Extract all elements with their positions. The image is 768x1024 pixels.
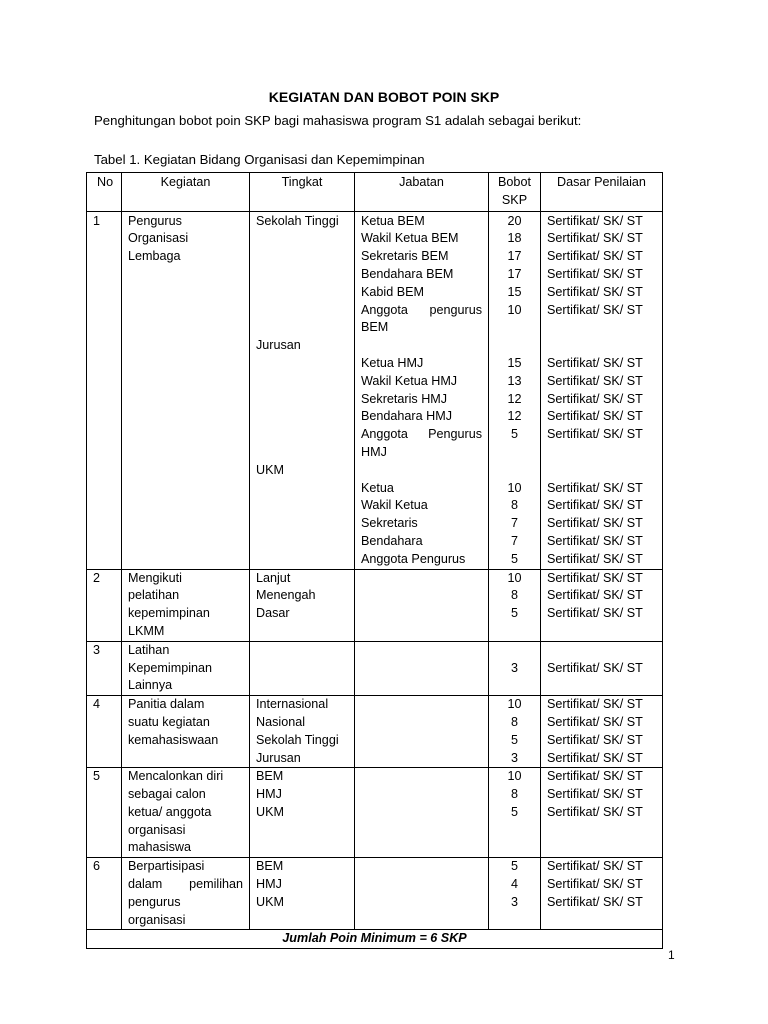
kegiatan-line: Kepemimpinan <box>128 660 213 675</box>
jabatan-line-wrapped: Anggota Pengurus <box>361 427 482 442</box>
bobot-value: 8 <box>510 714 518 729</box>
cell-dasar <box>541 211 663 569</box>
bobot-value: 3 <box>510 660 518 675</box>
tingkat-line: Menengah <box>256 588 316 603</box>
table-row <box>87 768 663 858</box>
tingkat-line: Jurusan <box>256 750 301 765</box>
cell-kegiatan <box>122 696 250 768</box>
bobot-value: 5 <box>510 804 518 819</box>
kegiatan-line: kemahasiswaan <box>128 732 219 747</box>
table-row <box>87 641 663 695</box>
kegiatan-line: Lembaga <box>128 249 181 264</box>
bobot-value: 17 <box>507 266 522 281</box>
dasar-value: Sertifikat/ SK/ ST <box>547 606 643 621</box>
kegiatan-line: Latihan <box>128 642 170 657</box>
bobot-value: 15 <box>507 355 522 370</box>
tingkat-line: Lanjut <box>256 570 291 585</box>
dasar-value: Sertifikat/ SK/ ST <box>547 787 643 802</box>
cell-bobot <box>489 641 541 695</box>
table-header-row <box>87 173 663 212</box>
bobot-value: 10 <box>507 480 522 495</box>
bobot-value: 5 <box>510 606 518 621</box>
table-row <box>87 211 663 569</box>
jabatan-line: Wakil Ketua HMJ <box>361 373 458 388</box>
cell-no: 5 <box>87 768 122 858</box>
cell-kegiatan <box>122 211 250 569</box>
bobot-value: 5 <box>510 427 518 442</box>
dasar-value: Sertifikat/ SK/ ST <box>547 284 643 299</box>
tingkat-line: HMJ <box>256 877 282 892</box>
jabatan-line: Bendahara HMJ <box>361 409 453 424</box>
jabatan-line: Ketua BEM <box>361 213 425 228</box>
kegiatan-line: kepemimpinan <box>128 606 210 621</box>
table-row <box>87 858 663 930</box>
kegiatan-line: organisasi <box>128 822 186 837</box>
bobot-value: 10 <box>507 769 522 784</box>
tingkat-line: Sekolah Tinggi <box>256 732 339 747</box>
header-dasar: Dasar Penilaian <box>541 173 663 212</box>
dasar-value: Sertifikat/ SK/ ST <box>547 391 643 406</box>
cell-bobot <box>489 211 541 569</box>
header-tingkat: Tingkat <box>250 173 355 212</box>
cell-dasar <box>541 641 663 695</box>
kegiatan-line: suatu kegiatan <box>128 714 210 729</box>
page-number: 1 <box>668 948 675 962</box>
bobot-value: 7 <box>510 533 518 548</box>
cell-no: 4 <box>87 696 122 768</box>
dasar-value: Sertifikat/ SK/ ST <box>547 714 643 729</box>
jabatan-line: Wakil Ketua BEM <box>361 231 459 246</box>
kegiatan-line: pengurus <box>128 894 181 909</box>
dasar-value: Sertifikat/ SK/ ST <box>547 373 643 388</box>
dasar-value: Sertifikat/ SK/ ST <box>547 249 643 264</box>
dasar-value: Sertifikat/ SK/ ST <box>547 769 643 784</box>
bobot-value: 5 <box>510 859 518 874</box>
cell-bobot <box>489 569 541 641</box>
dasar-value: Sertifikat/ SK/ ST <box>547 213 643 228</box>
cell-bobot <box>489 858 541 930</box>
jabatan-line: Sekretaris HMJ <box>361 391 448 406</box>
cell-bobot <box>489 768 541 858</box>
dasar-value: Sertifikat/ SK/ ST <box>547 355 643 370</box>
tingkat-line: UKM <box>256 462 284 477</box>
total-row <box>87 930 663 949</box>
bobot-value: 10 <box>507 302 522 317</box>
tingkat-line: BEM <box>256 769 284 784</box>
cell-bobot <box>489 696 541 768</box>
bobot-value: 15 <box>507 284 522 299</box>
cell-tingkat <box>250 858 355 930</box>
jabatan-line: Ketua <box>361 480 394 495</box>
tingkat-line: Jurusan <box>256 338 301 353</box>
dasar-value: Sertifikat/ SK/ ST <box>547 859 643 874</box>
cell-tingkat <box>250 696 355 768</box>
total-cell: Jumlah Poin Minimum = 6 SKP <box>87 930 663 949</box>
bobot-value: 20 <box>507 213 522 228</box>
bobot-value: 3 <box>510 750 518 765</box>
cell-jabatan <box>355 858 489 930</box>
dasar-value: Sertifikat/ SK/ ST <box>547 588 643 603</box>
jabatan-line: Wakil Ketua <box>361 498 428 513</box>
dasar-value: Sertifikat/ SK/ ST <box>547 427 643 442</box>
cell-no: 1 <box>87 211 122 569</box>
kegiatan-line: LKMM <box>128 623 165 638</box>
tingkat-line: Sekolah Tinggi <box>256 213 339 228</box>
dasar-value: Sertifikat/ SK/ ST <box>547 804 643 819</box>
tingkat-line: UKM <box>256 804 284 819</box>
cell-jabatan <box>355 696 489 768</box>
dasar-value: Sertifikat/ SK/ ST <box>547 516 643 531</box>
kegiatan-line: Organisasi <box>128 231 189 246</box>
tingkat-line: Dasar <box>256 606 290 621</box>
table-caption: Tabel 1. Kegiatan Bidang Organisasi dan Kepemimpinan <box>94 152 425 167</box>
cell-dasar <box>541 858 663 930</box>
dasar-value: Sertifikat/ SK/ ST <box>547 498 643 513</box>
jabatan-line: Bendahara <box>361 533 423 548</box>
bobot-value: 10 <box>507 697 522 712</box>
kegiatan-line: Pengurus <box>128 213 182 228</box>
bobot-value: 18 <box>507 231 522 246</box>
jabatan-line-wrapped: Anggota pengurus <box>361 302 482 317</box>
cell-jabatan <box>355 641 489 695</box>
cell-no: 6 <box>87 858 122 930</box>
kegiatan-line: organisasi <box>128 912 186 927</box>
cell-dasar <box>541 696 663 768</box>
dasar-value: Sertifikat/ SK/ ST <box>547 409 643 424</box>
dasar-value: Sertifikat/ SK/ ST <box>547 533 643 548</box>
tingkat-line: Nasional <box>256 714 306 729</box>
dasar-value: Sertifikat/ SK/ ST <box>547 266 643 281</box>
jabatan-line: Bendahara BEM <box>361 266 454 281</box>
document-title: KEGIATAN DAN BOBOT POIN SKP <box>268 89 500 105</box>
cell-kegiatan <box>122 858 250 930</box>
kegiatan-line: Panitia dalam <box>128 697 205 712</box>
header-jabatan: Jabatan <box>355 173 489 212</box>
tingkat-line: Internasional <box>256 697 329 712</box>
table-row <box>87 696 663 768</box>
bobot-value: 8 <box>510 588 518 603</box>
tingkat-line: HMJ <box>256 787 282 802</box>
dasar-value: Sertifikat/ SK/ ST <box>547 480 643 495</box>
bobot-value: 8 <box>510 787 518 802</box>
cell-tingkat <box>250 641 355 695</box>
kegiatan-line: ketua/ anggota <box>128 804 212 819</box>
dasar-value: Sertifikat/ SK/ ST <box>547 570 643 585</box>
cell-jabatan <box>355 211 489 569</box>
bobot-value: 17 <box>507 249 522 264</box>
tingkat-line: UKM <box>256 894 284 909</box>
bobot-value: 12 <box>507 391 522 406</box>
header-bobot <box>489 173 541 212</box>
skp-table <box>86 172 663 949</box>
cell-tingkat <box>250 768 355 858</box>
dasar-value: Sertifikat/ SK/ ST <box>547 697 643 712</box>
bobot-value: 12 <box>507 409 522 424</box>
kegiatan-line: pelatihan <box>128 588 180 603</box>
dasar-value: Sertifikat/ SK/ ST <box>547 732 643 747</box>
cell-tingkat <box>250 569 355 641</box>
dasar-value: Sertifikat/ SK/ ST <box>547 660 643 675</box>
bobot-value: 5 <box>510 551 518 566</box>
jabatan-line: Anggota Pengurus <box>361 551 466 566</box>
jabatan-line: Sekretaris BEM <box>361 249 449 264</box>
bobot-value: 13 <box>507 373 522 388</box>
tingkat-line: BEM <box>256 859 284 874</box>
dasar-value: Sertifikat/ SK/ ST <box>547 302 643 317</box>
dasar-value: Sertifikat/ SK/ ST <box>547 877 643 892</box>
cell-jabatan <box>355 768 489 858</box>
table-row <box>87 569 663 641</box>
bobot-value: 10 <box>507 570 522 585</box>
jabatan-line: Ketua HMJ <box>361 355 424 370</box>
header-bobot-line-1: Bobot <box>498 175 531 189</box>
kegiatan-line: sebagai calon <box>128 787 206 802</box>
intro-paragraph: Penghitungan bobot poin SKP bagi mahasiswa program S1 adalah sebagai berikut: <box>94 113 582 128</box>
dasar-value: Sertifikat/ SK/ ST <box>547 894 643 909</box>
cell-kegiatan <box>122 768 250 858</box>
bobot-value: 3 <box>510 894 518 909</box>
cell-kegiatan <box>122 569 250 641</box>
kegiatan-line: Lainnya <box>128 678 173 693</box>
jabatan-line: Kabid BEM <box>361 284 424 299</box>
dasar-value: Sertifikat/ SK/ ST <box>547 231 643 246</box>
kegiatan-line: Mencalonkan diri <box>128 769 224 784</box>
header-kegiatan: Kegiatan <box>122 173 250 212</box>
cell-dasar <box>541 768 663 858</box>
cell-tingkat <box>250 211 355 569</box>
jabatan-line: BEM <box>361 320 389 335</box>
cell-jabatan <box>355 569 489 641</box>
cell-no: 3 <box>87 641 122 695</box>
kegiatan-line-wrapped: dalam pemilihan <box>128 877 243 892</box>
bobot-value: 8 <box>510 498 518 513</box>
header-bobot-line-2: SKP <box>501 192 528 207</box>
cell-dasar <box>541 569 663 641</box>
dasar-value: Sertifikat/ SK/ ST <box>547 750 643 765</box>
header-no: No <box>87 173 122 212</box>
bobot-value: 5 <box>510 732 518 747</box>
bobot-value: 4 <box>510 877 518 892</box>
kegiatan-line: Berpartisipasi <box>128 859 205 874</box>
dasar-value: Sertifikat/ SK/ ST <box>547 551 643 566</box>
jabatan-line: HMJ <box>361 444 387 459</box>
jabatan-line: Sekretaris <box>361 516 418 531</box>
kegiatan-line: mahasiswa <box>128 840 191 855</box>
cell-kegiatan <box>122 641 250 695</box>
bobot-value: 7 <box>510 516 518 531</box>
cell-no: 2 <box>87 569 122 641</box>
kegiatan-line: Mengikuti <box>128 570 182 585</box>
